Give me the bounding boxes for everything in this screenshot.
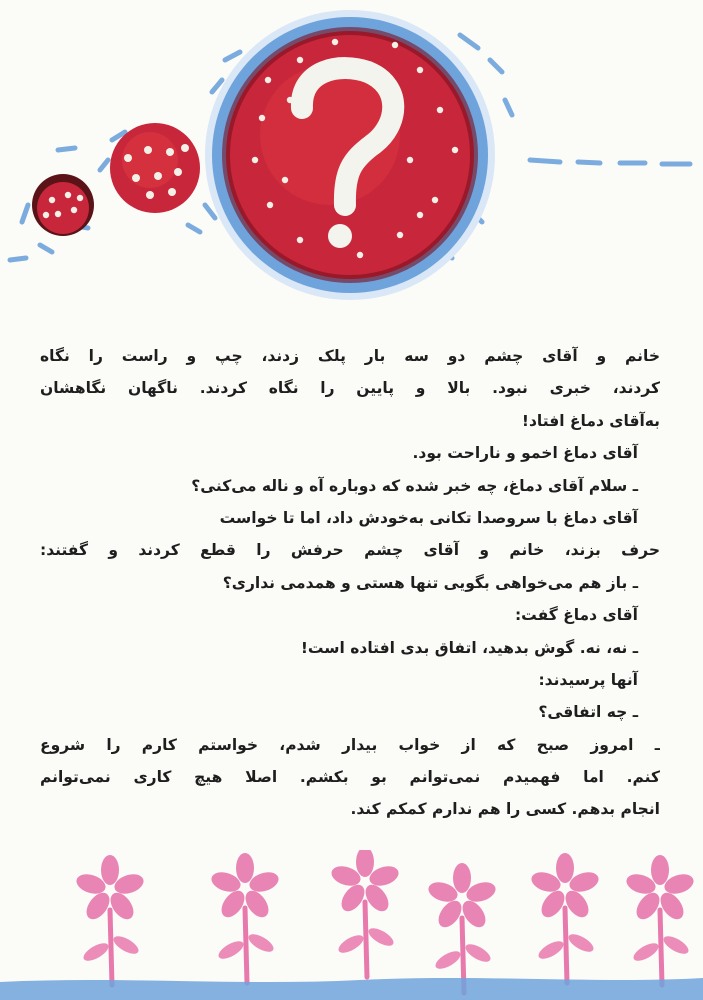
big-question-ball	[205, 10, 495, 300]
story-line: حرف بزند، خانم و آقای چشم حرفش را قطع کردند و گفتند:	[40, 541, 660, 560]
story-line: ـ چه اتفاقی؟	[538, 703, 638, 722]
story-line: آقای دماغ با سروصدا تکانی به‌خودش داد، اما تا خواست	[219, 508, 638, 527]
question-mark-illustration	[0, 0, 703, 320]
story-line: آنها پرسیدند:	[538, 670, 638, 689]
small-ball-icon	[32, 174, 94, 236]
story-line: آقای دماغ اخمو و ناراحت بود.	[412, 444, 638, 463]
story-line: آقای دماغ گفت:	[514, 606, 638, 625]
polka-dot-ball-icon	[110, 123, 200, 213]
flower-icon	[74, 850, 696, 993]
story-line: خانم و آقای چشم دو سه بار پلک زدند، چپ و راست را نگاه	[40, 347, 660, 365]
story-line: انجام بدهم. کسی را هم ندارم کمکم کند.	[350, 800, 660, 819]
story-line: ـ نه، نه. گوش بدهید، اتفاق بدی افتاده است!	[300, 638, 638, 657]
blue-ground-stroke	[0, 978, 703, 1000]
story-line: ـ باز هم می‌خواهی بگویی تنها هستی و همدمی نداری؟	[222, 573, 638, 592]
story-line: کردند، خبری نبود. بالا و پایین را نگاه کردند. ناگهان نگاهشان	[40, 379, 660, 398]
flower-border	[0, 850, 703, 1000]
story-line: ـ امروز صبح که از خواب بیدار شدم، خواستم کارم را شروع	[40, 735, 660, 754]
story-line: کنم. اما فهمیدم نمی‌توانم بو بکشم. اصلا هیچ کاری نمی‌توانم	[40, 768, 660, 787]
story-line: ـ سلام آقای دماغ، چه خبر شده که دوباره آه و ناله می‌کنی؟	[191, 476, 638, 495]
story-line: به‌آقای دماغ افتاد!	[521, 411, 660, 430]
story-text	[40, 340, 660, 826]
